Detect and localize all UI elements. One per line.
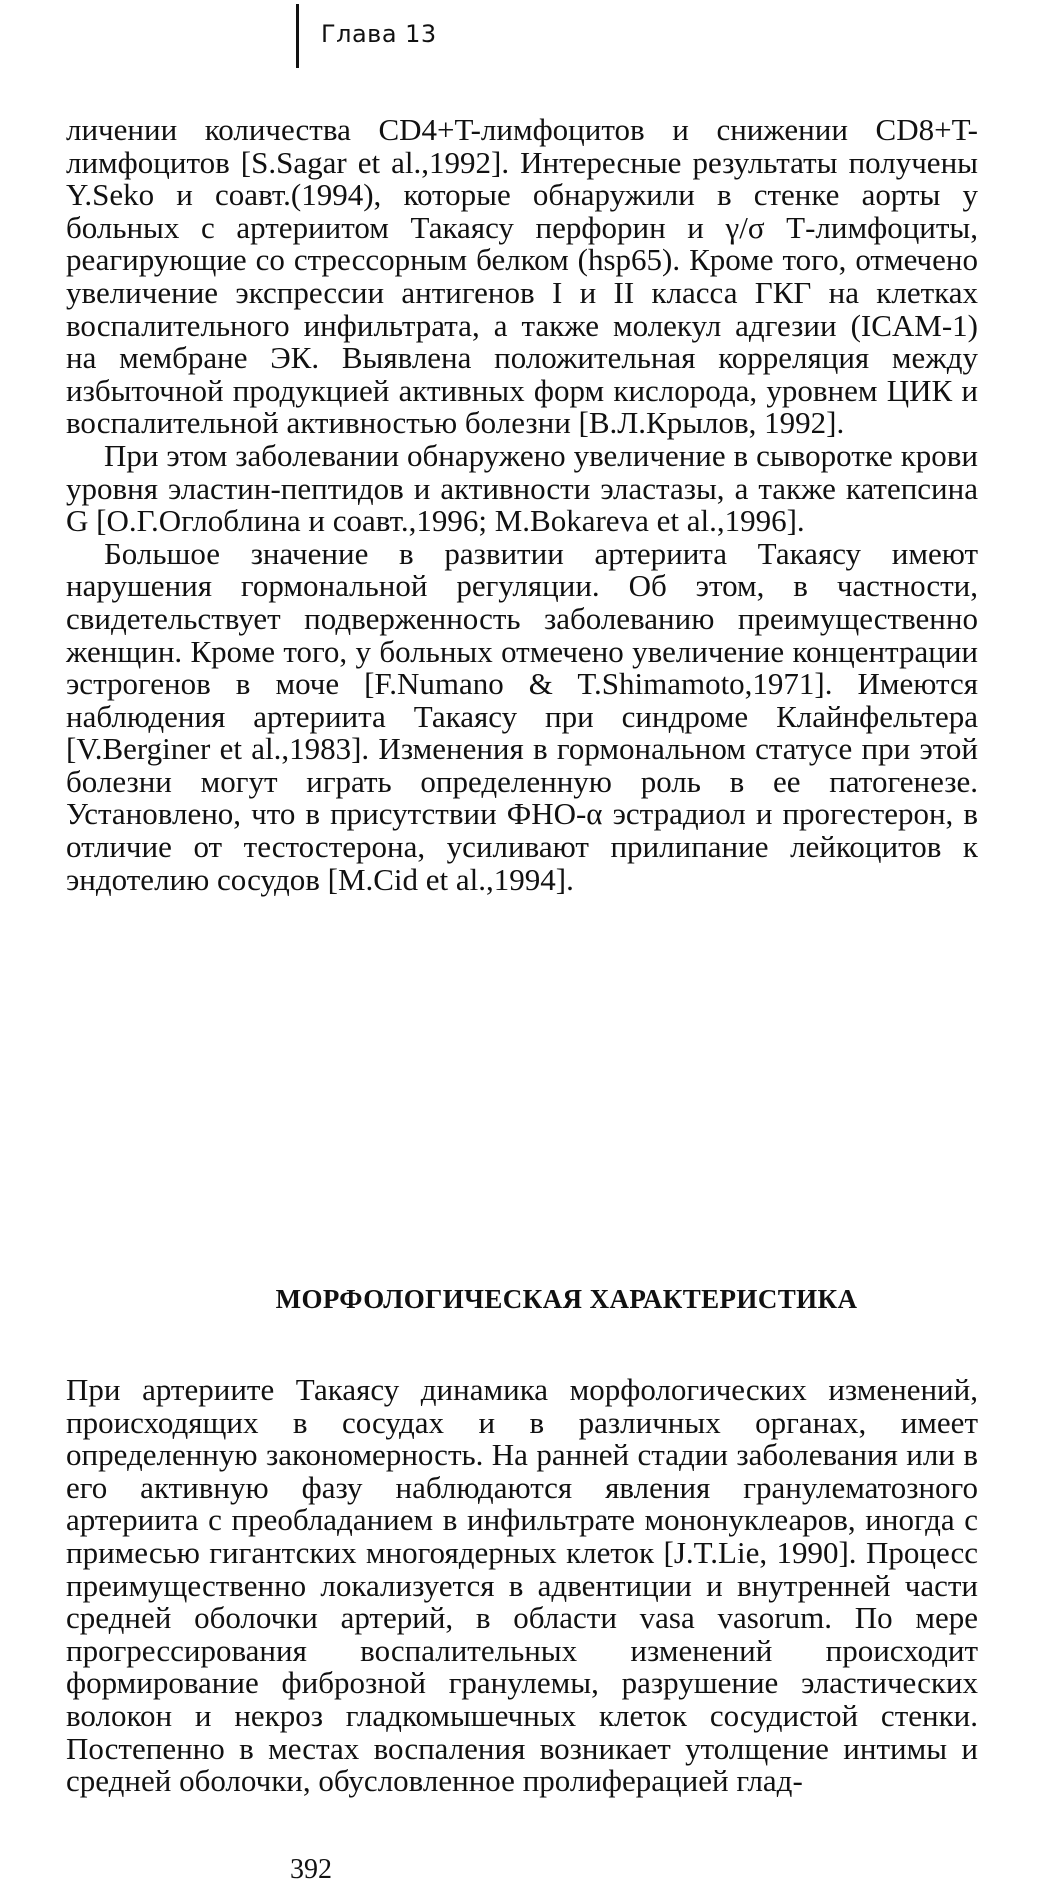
- body-text-top: [66, 114, 978, 896]
- paragraph: личении количества CD4+T-лимфоцитов и снижении CD8+T-лимфоцитов [S.Sagar et al.,1992]. Интересные результаты получены Y.Seko и соавт.(1994), которые обнаружили в стенке аорты у больных с артериитом Такаясу перфорин и γ/σ Т-лимфоциты, реагирующие со стрессорным белком (hsp65). Кроме того, отмечено увеличение экспрессии антигенов I и II класса ГКГ на клетках воспалительного инфильтрата, а также молекул адгезии (ICAM-1) на мембране ЭК. Выявлена положительная корреляция между избыточной продукцией активных форм кислорода, уровнем ЦИК и воспалительной активностью болезни [В.Л.Крылов, 1992].: [66, 112, 978, 441]
- paragraph: При артериите Такаясу динамика морфологических изменений, происходящих в сосудах и в различных органах, имеет определенную закономерность. На ранней стадии заболевания или в его активную фазу наблюдаются явления гранулематозного артериита с преобладанием в инфильтрате мононуклеаров, иногда с примесью гигантских многоядерных клеток [J.T.Lie, 1990]. Процесс преимущественно локализуется в адвентиции и внутренней части средней оболочки артерий, в области vasa vasorum. По мере прогрессирования воспалительных изменений происходит формирование фиброзной гранулемы, разрушение эластических волокон и некроз гладкомышечных клеток сосудистой стенки. Постепенно в местах воспаления возникает утолщение интимы и средней оболочки, обусловленное пролиферацией глад-: [66, 1372, 978, 1799]
- chapter-title: Глава 13: [321, 20, 437, 48]
- running-head: [296, 4, 437, 68]
- paragraph: При этом заболевании обнаружено увеличение в сыворотке крови уровня эластин-пептидов и активности эластазы, а также катепсина G [О.Г.Оглоблина и соавт.,1996; M.Bokareva et al.,1996].: [66, 437, 978, 539]
- paragraph: Большое значение в развитии артериита Такаясу имеют нарушения гормональной регуляции. Об этом, в частности, свидетельствует подверженность заболеванию преимущественно женщин. Кроме того, у больных отмечено увеличение концентрации эстрогенов в моче [F.Numano & T.Shimamoto,1971]. Имеются наблюдения артериита Такаясу при синдроме Клайнфельтера [V.Berginer et al.,1983]. Изменения в гормональном статусе при этой болезни могут играть определенную роль в ее патогенезе. Установлено, что в присутствии ФНО-α эстрадиол и прогестерон, в отличие от тестостерона, усиливают прилипание лейкоцитов к эндотелию сосудов [M.Cid et al.,1994].: [66, 535, 978, 897]
- section-heading: МОРФОЛОГИЧЕСКАЯ ХАРАКТЕРИСТИКА: [275, 1284, 858, 1314]
- page-number: 392: [290, 1854, 332, 1885]
- body-text-bottom: [66, 1374, 978, 1798]
- header-rule: [296, 4, 299, 68]
